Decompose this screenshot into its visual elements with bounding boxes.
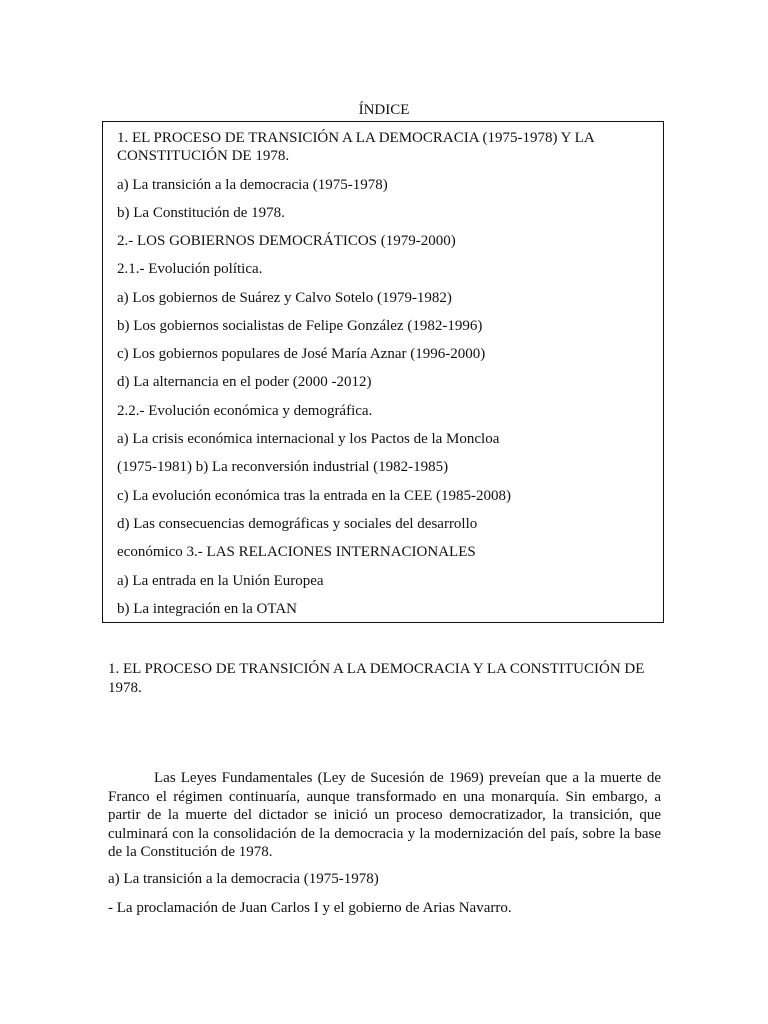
toc-item-3: económico 3.- LAS RELACIONES INTERNACIONALES [117,544,476,560]
index-box [102,121,664,623]
toc-item-2-2: 2.2.- Evolución económica y demográfica. [117,403,373,419]
section-heading: 1. EL PROCESO DE TRANSICIÓN A LA DEMOCRACIA Y LA CONSTITUCIÓN DE 1978. [108,661,645,696]
toc-item-3a: a) La entrada en la Unión Europea [117,573,324,589]
toc-item-1: 1. EL PROCESO DE TRANSICIÓN A LA DEMOCRACIA (1975-1978) Y LA CONSTITUCIÓN DE 1978. [117,130,594,164]
body-paragraph: Las Leyes Fundamentales (Ley de Sucesión de 1969) preveían que a la muerte de Franco el régimen continuaría, aunque transformado en una monarquía. Sin embargo, a partir de la muerte del dictador se inició un proceso democratizador, la transición, que culminará con la consolidación de la democracia y la modernización del país, sobre la base de la Constitución de 1978. [108,770,661,861]
toc-item-1b: b) La Constitución de 1978. [117,205,285,221]
toc-item-2-1b: b) Los gobiernos socialistas de Felipe González (1982-1996) [117,318,483,334]
toc-item-2-2a: a) La crisis económica internacional y los Pactos de la Moncloa [117,431,500,447]
toc-item-2-1d: d) La alternancia en el poder (2000 -2012) [117,374,372,390]
toc-item-3b: b) La integración en la OTAN [117,601,297,617]
toc-item-1a: a) La transición a la democracia (1975-1978) [117,177,388,193]
toc-item-2-1c: c) Los gobiernos populares de José María Aznar (1996-2000) [117,346,486,362]
subsection-heading: a) La transición a la democracia (1975-1978) [108,871,379,887]
toc-item-2-2d: d) Las consecuencias demográficas y sociales del desarrollo [117,516,478,532]
toc-item-2-2c: c) La evolución económica tras la entrada en la CEE (1985-2008) [117,488,512,504]
toc-item-2-1a: a) Los gobiernos de Suárez y Calvo Sotelo (1979-1982) [117,290,452,306]
toc-item-2-2b: (1975-1981) b) La reconversión industrial (1982-1985) [117,459,449,475]
index-title: ÍNDICE [358,102,410,118]
toc-item-2-1: 2.1.- Evolución política. [117,261,263,277]
toc-item-2: 2.- LOS GOBIERNOS DEMOCRÁTICOS (1979-2000) [117,233,456,249]
bullet-item: - La proclamación de Juan Carlos I y el gobierno de Arias Navarro. [108,900,512,916]
